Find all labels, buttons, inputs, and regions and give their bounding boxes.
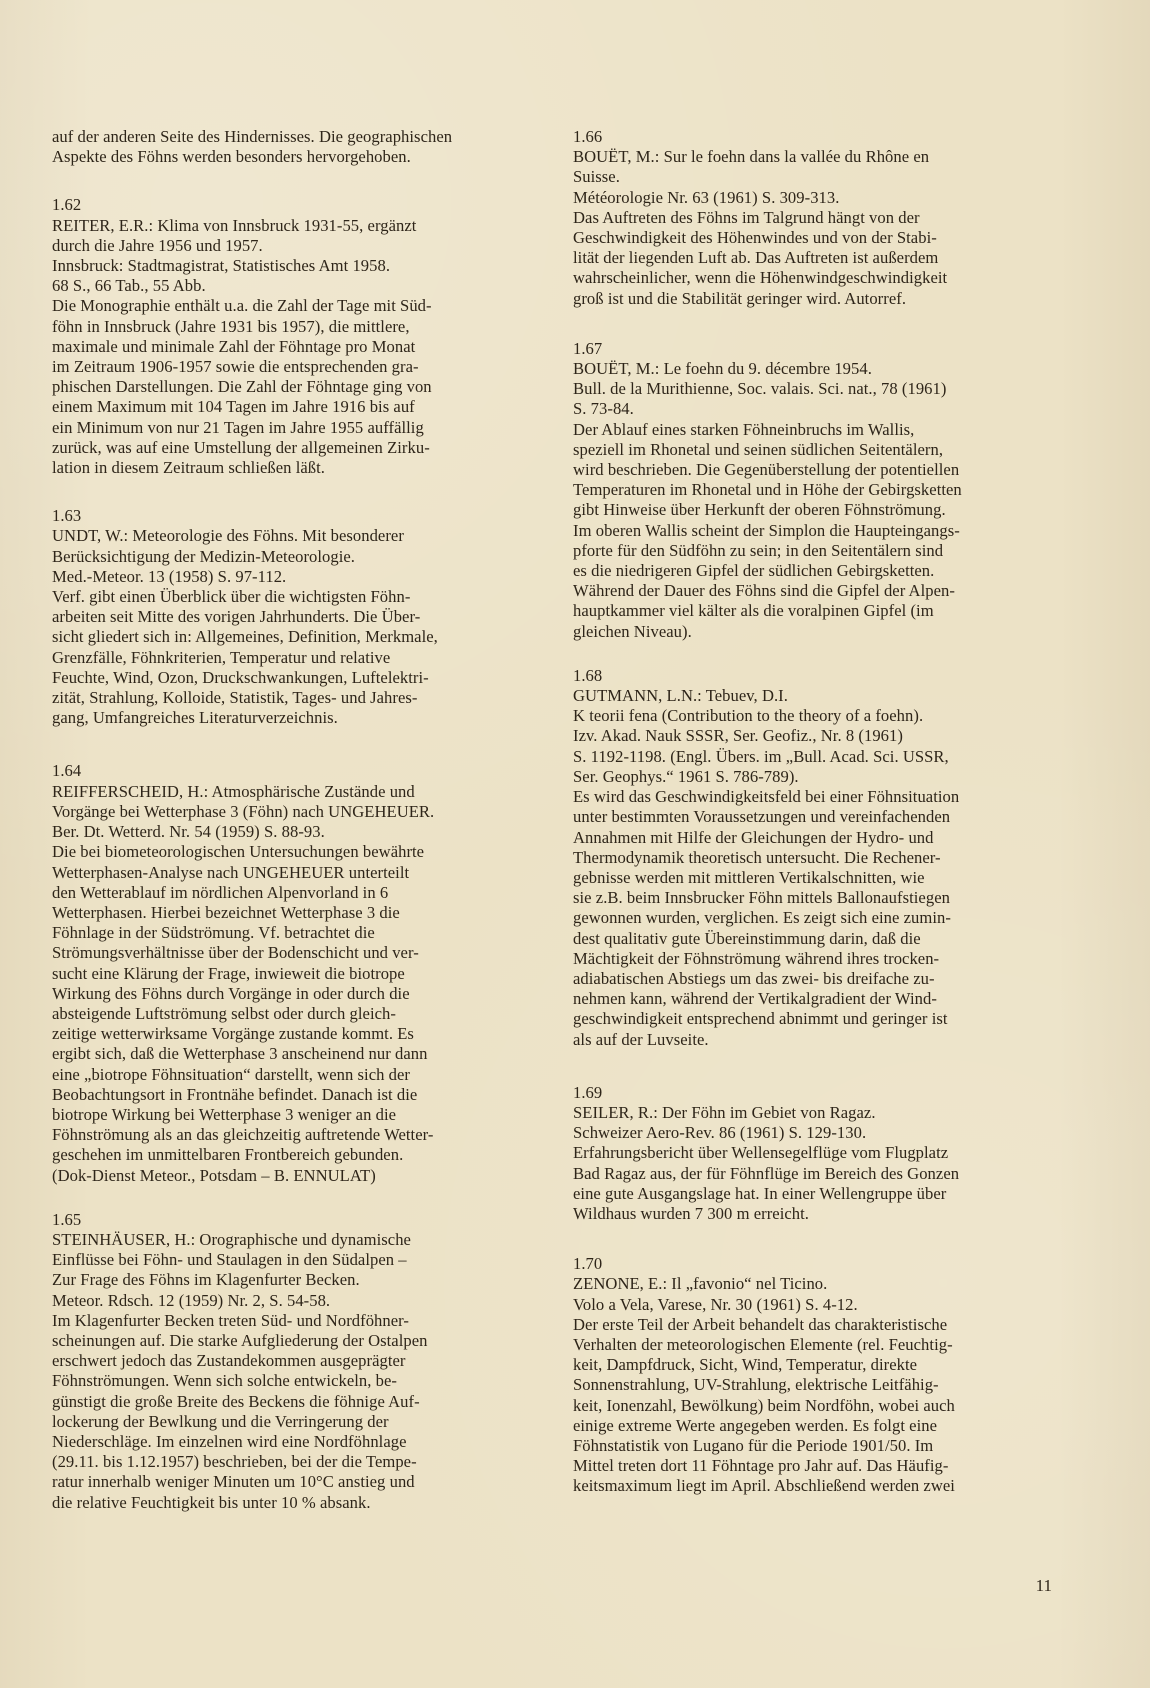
left-column <box>52 127 532 1513</box>
entry-line: Während der Dauer des Föhns sind die Gipfel der Alpen- <box>573 581 955 601</box>
bibliography-entry <box>573 1254 1048 1496</box>
entry-line: günstigt die große Breite des Beckens die föhnige Auf- <box>52 1391 420 1411</box>
entry-line: Sonnenstrahlung, UV-Strahlung, elektrische Leitfähig- <box>573 1375 939 1395</box>
entry-line: zität, Strahlung, Kolloide, Statistik, Tages- und Jahres- <box>52 688 418 708</box>
entry-line: Föhnlage in der Südströmung. Vf. betrachtet die <box>52 923 375 943</box>
entry-line: keitsmaximum liegt im April. Abschließend werden zwei <box>573 1476 955 1496</box>
entry-line: einem Maximum mit 104 Tagen im Jahre 1916 bis auf <box>52 397 415 417</box>
entry-line: arbeiten seit Mitte des vorigen Jahrhunderts. Die Über- <box>52 607 421 627</box>
entry-line: durch die Jahre 1956 und 1957. <box>52 235 263 255</box>
entry-line: ein Minimum von nur 21 Tagen im Jahre 1955 auffällig <box>52 417 424 437</box>
bibliography-entry <box>52 1210 532 1513</box>
entry-line: Feuchte, Wind, Ozon, Druckschwankungen, Luftelektri- <box>52 667 429 687</box>
entry-line: Das Auftreten des Föhns im Talgrund hängt von der <box>573 207 920 227</box>
entry-line: Die Monographie enthält u.a. die Zahl der Tage mit Süd- <box>52 296 432 316</box>
entry-line: gibt Hinweise über Herkunft der oberen Föhnströmung. <box>573 500 946 520</box>
entry-line: eine gute Ausgangslage hat. In einer Wellengruppe über <box>573 1183 947 1203</box>
entry-line: Es wird das Geschwindigkeitsfeld bei einer Föhnsituation <box>573 787 960 807</box>
entry-line: (Dok-Dienst Meteor., Potsdam – B. ENNULAT) <box>52 1165 376 1185</box>
entry-number: 1.66 <box>573 127 603 146</box>
entry-line: (29.11. bis 1.12.1957) beschrieben, bei der die Tempe- <box>52 1452 417 1472</box>
entry-line: Izv. Akad. Nauk SSSR, Ser. Geofiz., Nr. 8 (1961) <box>573 726 903 746</box>
entry-line: Föhnströmung als an das gleichzeitig auftretende Wetter- <box>52 1125 434 1145</box>
entry-line: Ser. Geophys.“ 1961 S. 786-789). <box>573 766 799 786</box>
intro-text <box>52 127 532 167</box>
entry-line: Bad Ragaz aus, der für Föhnflüge im Bereich des Gonzen <box>573 1163 960 1183</box>
entry-line: Vorgänge bei Wetterphase 3 (Föhn) nach UNGEHEUER. <box>52 801 435 821</box>
entry-line: Erfahrungsbericht über Wellensegelflüge vom Flugplatz <box>573 1143 949 1163</box>
entry-line: Wirkung des Föhns durch Vorgänge in oder durch die <box>52 983 410 1003</box>
entry-number: 1.68 <box>573 665 603 685</box>
entry-line: geschehen im unmittelbaren Frontbereich gebunden. <box>52 1145 404 1165</box>
right-column <box>573 127 1048 1497</box>
entry-line: S. 73-84. <box>573 399 634 419</box>
entry-line: Ber. Dt. Wetterd. Nr. 54 (1959) S. 88-93. <box>52 822 325 842</box>
page-number: 11 <box>1035 1576 1052 1595</box>
entry-line: zeitige wetterwirksame Vorgänge zustande kommt. Es <box>52 1024 414 1044</box>
entry-line: als auf der Luvseite. <box>573 1029 709 1049</box>
entry-line: Med.-Meteor. 13 (1958) S. 97-112. <box>52 566 287 586</box>
entry-line: Suisse. <box>573 167 620 187</box>
entry-line: Wildhaus wurden 7 300 m erreicht. <box>573 1203 809 1223</box>
entry-line: Wetterphasen. Hierbei bezeichnet Wetterphase 3 die <box>52 902 400 922</box>
entry-line: wird beschrieben. Die Gegenüberstellung der potentiellen <box>573 460 960 480</box>
entry-line: phischen Darstellungen. Die Zahl der Föhntage ging von <box>52 377 432 397</box>
entry-line: STEINHÄUSER, H.: Orographische und dynamische <box>52 1229 411 1249</box>
entry-line: BOUËT, M.: Sur le foehn dans la vallée du Rhône en <box>573 147 930 167</box>
bibliography-entry <box>573 339 1048 642</box>
entry-line: BOUËT, M.: Le foehn du 9. décembre 1954. <box>573 359 872 379</box>
entry-line: im Zeitraum 1906-1957 sowie die entsprechenden gra- <box>52 357 419 377</box>
entry-number: 1.70 <box>573 1254 603 1274</box>
entry-line: Mächtigkeit der Föhnströmung während ihres trocken- <box>573 948 940 968</box>
entry-line: maximale und minimale Zahl der Föhntage pro Monat <box>52 336 416 356</box>
entry-line: wahrscheinlicher, wenn die Höhenwindgeschwindigkeit <box>573 268 948 288</box>
entry-line: Volo a Vela, Varese, Nr. 30 (1961) S. 4-12. <box>573 1294 858 1314</box>
entry-line: Beobachtungsort in Frontnähe befindet. Danach ist die <box>52 1084 418 1104</box>
entry-line: Föhnströmungen. Wenn sich solche entwickeln, be- <box>52 1371 398 1391</box>
entry-line: Föhnstatistik von Lugano für die Periode 1901/50. Im <box>573 1435 934 1455</box>
entry-line: einige extreme Werte angegeben werden. Es folgt eine <box>573 1415 938 1435</box>
entry-line: Meteor. Rdsch. 12 (1959) Nr. 2, S. 54-58. <box>52 1290 331 1310</box>
entry-line: lation in diesem Zeitraum schließen läßt. <box>52 458 326 478</box>
entry-line: sucht eine Klärung der Frage, inwieweit die biotrope <box>52 963 405 983</box>
entry-line: Mittel treten dort 11 Föhntage pro Jahr auf. Das Häufig- <box>573 1456 949 1476</box>
entry-number: 1.62 <box>52 195 82 215</box>
entry-line: gebnisse werden mit mittleren Vertikalschnitten, wie <box>573 867 925 887</box>
entry-line: SEILER, R.: Der Föhn im Gebiet von Ragaz. <box>573 1102 876 1122</box>
entry-line: REIFFERSCHEID, H.: Atmosphärische Zustände und <box>52 781 415 801</box>
entry-line: ZENONE, E.: Il „favonio“ nel Ticino. <box>573 1274 828 1294</box>
entry-line: Météorologie Nr. 63 (1961) S. 309-313. <box>573 187 840 207</box>
entry-line: es die niedrigeren Gipfel der südlichen Gebirgsketten. <box>573 561 935 581</box>
entry-line: Grenzfälle, Föhnkriterien, Temperatur und relative <box>52 647 391 667</box>
entry-line: K teorii fena (Contribution to the theory of a foehn). <box>573 706 924 726</box>
entry-line: Geschwindigkeit des Höhenwindes und von der Stabi- <box>573 228 937 248</box>
entry-line: lockerung der Bewlkung und die Verringerung der <box>52 1411 389 1431</box>
entry-line: Verf. gibt einen Überblick über die wichtigsten Föhn- <box>52 587 411 607</box>
entry-line: absteigende Luftströmung selbst oder durch gleich- <box>52 1003 396 1023</box>
entry-line: gang, Umfangreiches Literaturverzeichnis. <box>52 708 338 728</box>
entry-line: nehmen kann, während der Vertikalgradient der Wind- <box>573 989 937 1009</box>
entry-line: Berücksichtigung der Medizin-Meteorologie. <box>52 546 356 566</box>
entry-line: Niederschläge. Im einzelnen wird eine Nordföhnlage <box>52 1431 407 1451</box>
entry-line: gleichen Niveau). <box>573 621 692 641</box>
entry-line: Thermodynamik theoretisch untersucht. Die Rechener- <box>573 847 941 867</box>
entry-line: ratur innerhalb weniger Minuten um 10°C anstieg und <box>52 1472 415 1492</box>
entry-line: Einflüsse bei Föhn- und Staulagen in den Südalpen – <box>52 1250 407 1270</box>
entry-line: GUTMANN, L.N.: Tebuev, D.I. <box>573 686 788 706</box>
entry-line: REITER, E.R.: Klima von Innsbruck 1931-55, ergänzt <box>52 215 417 235</box>
entry-line: erschwert jedoch das Zustandekommen ausgeprägter <box>52 1351 406 1371</box>
bibliography-entry <box>52 761 532 1185</box>
entry-line: Strömungsverhältnisse über der Bodenschicht und ver- <box>52 943 419 963</box>
entry-line: S. 1192-1198. (Engl. Übers. im „Bull. Acad. Sci. USSR, <box>573 746 949 766</box>
entry-line: Im oberen Wallis scheint der Simplon die Haupteingangs- <box>573 520 960 540</box>
bibliography-entry <box>52 195 532 478</box>
entry-line: föhn in Innsbruck (Jahre 1931 bis 1957), die mittlere, <box>52 316 410 336</box>
entry-line: groß ist und die Stabilität geringer wird. Autorref. <box>573 288 907 308</box>
entry-line: sie z.B. beim Innsbrucker Föhn mittels Ballonaufstiegen <box>573 888 950 908</box>
entry-line: sicht gliedert sich in: Allgemeines, Definition, Merkmale, <box>52 627 438 647</box>
entry-line: Wetterphasen-Analyse nach UNGEHEUER unterteilt <box>52 862 410 882</box>
bibliography-entry <box>573 127 1048 309</box>
entry-line: unter bestimmten Voraussetzungen und vereinfachenden <box>573 807 951 827</box>
entry-line: geschwindigkeit entsprechend abnimmt und geringer ist <box>573 1009 948 1029</box>
entry-line: lität der liegenden Luft ab. Das Auftreten ist außerdem <box>573 248 939 268</box>
entry-line: Innsbruck: Stadtmagistrat, Statistisches Amt 1958. <box>52 256 391 276</box>
entry-line: Zur Frage des Föhns im Klagenfurter Becken. <box>52 1270 360 1290</box>
entry-line: Schweizer Aero-Rev. 86 (1961) S. 129-130. <box>573 1123 867 1143</box>
entry-line: die relative Feuchtigkeit bis unter 10 % absank. <box>52 1492 371 1512</box>
entry-line: biotrope Wirkung bei Wetterphase 3 weniger an die <box>52 1104 397 1124</box>
intro-line: auf der anderen Seite des Hindernisses. Die geographischen <box>52 127 453 146</box>
entry-line: pforte für den Südföhn zu sein; in den Seitentälern sind <box>573 540 944 560</box>
entry-line: hauptkammer viel kälter als die voralpinen Gipfel (im <box>573 601 934 621</box>
bibliography-entry <box>573 666 1048 1050</box>
entry-number: 1.67 <box>573 338 603 358</box>
entry-line: adiabatischen Abstiegs um das zwei- bis dreifache zu- <box>573 968 935 988</box>
entry-line: speziell im Rhonetal und seinen südlichen Seitentälern, <box>573 439 944 459</box>
intro-line: Aspekte des Föhns werden besonders hervorgehoben. <box>52 147 411 167</box>
entry-line: Der erste Teil der Arbeit behandelt das charakteristische <box>573 1314 948 1334</box>
entry-line: zurück, was auf eine Umstellung der allgemeinen Zirku- <box>52 437 430 457</box>
entry-line: Im Klagenfurter Becken treten Süd- und Nordföhner- <box>52 1310 409 1330</box>
entry-line: ergibt sich, daß die Wetterphase 3 anscheinend nur dann <box>52 1044 428 1064</box>
entry-line: Die bei biometeorologischen Untersuchungen bewährte <box>52 842 425 862</box>
entry-line: 68 S., 66 Tab., 55 Abb. <box>52 276 206 296</box>
entry-line: Bull. de la Murithienne, Soc. valais. Sci. nat., 78 (1961) <box>573 379 947 399</box>
entry-line: Der Ablauf eines starken Föhneinbruchs im Wallis, <box>573 419 915 439</box>
entry-number: 1.65 <box>52 1209 82 1229</box>
entry-number: 1.69 <box>573 1082 603 1102</box>
entry-line: gewonnen wurden, verglichen. Es zeigt sich eine zumin- <box>573 908 951 928</box>
entry-line: eine „biotrope Föhnsituation“ darstellt, wenn sich der <box>52 1064 410 1084</box>
entry-line: keit, Ionenzahl, Bewölkung) beim Nordföhn, wobei auch <box>573 1395 955 1415</box>
entry-line: dest qualitativ gute Übereinstimmung darin, daß die <box>573 928 921 948</box>
entry-line: Temperaturen im Rhonetal und in Höhe der Gebirgsketten <box>573 480 962 500</box>
entry-line: scheinungen auf. Die starke Aufgliederung der Ostalpen <box>52 1330 428 1350</box>
entry-number: 1.64 <box>52 761 82 781</box>
entry-line: UNDT, W.: Meteorologie des Föhns. Mit besonderer <box>52 526 404 546</box>
entry-line: den Wetterablauf im nördlichen Alpenvorland in 6 <box>52 882 389 902</box>
entry-line: keit, Dampfdruck, Sicht, Wind, Temperatur, direkte <box>573 1355 918 1375</box>
entry-number: 1.63 <box>52 506 82 526</box>
entry-line: Annahmen mit Hilfe der Gleichungen der Hydro- und <box>573 827 934 847</box>
bibliography-entry <box>52 506 532 728</box>
bibliography-entry <box>573 1083 1048 1224</box>
entry-line: Verhalten der meteorologischen Elemente (rel. Feuchtig- <box>573 1334 953 1354</box>
